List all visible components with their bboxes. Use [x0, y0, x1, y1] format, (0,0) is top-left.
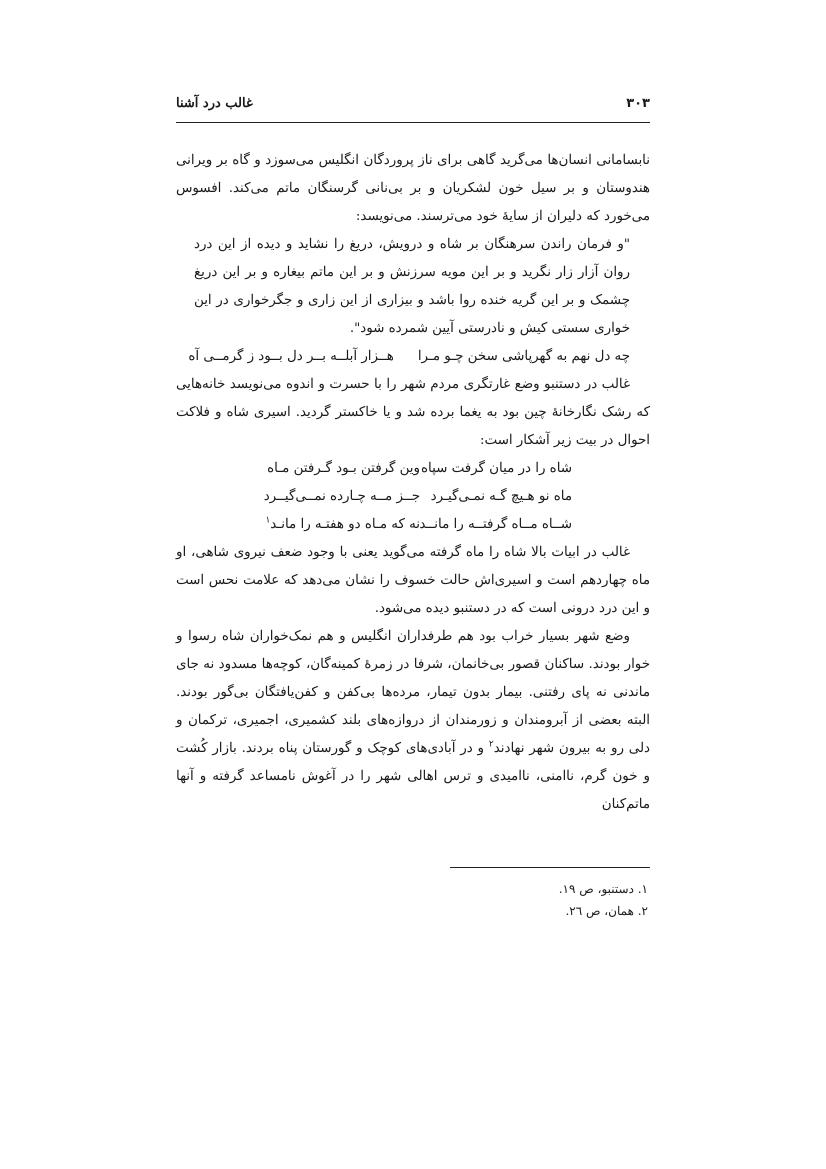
footnote-1: ۱. دستنبو، ص ۱۹. — [558, 882, 648, 896]
verse-hemistich-first: ماه نو هـیچ گـه نمـی‌گیـرد — [430, 489, 572, 504]
book-page — [176, 96, 650, 922]
paragraph-2: غالب در دستنبو وضع غارتگری مردم شهر را با حسرت و اندوه می‌نویسد خانه‌هایی که رشک نگارخانهٔ چین بود به یغما برده شد و یا خاکستر گردید. اسیری شاه و فلاکت احوال در بیت زیر آشکار است: — [176, 377, 650, 448]
body-text — [176, 147, 650, 819]
verse-row — [176, 455, 572, 483]
verse-text: نه که مـاه دو هفتـه را مانـد — [270, 517, 420, 532]
running-title: غالب درد آشنا — [176, 96, 253, 111]
verse-hemistich-second: وین گرفتن بـود گـرفتن مـاه — [267, 461, 420, 476]
verse-block — [176, 455, 650, 539]
verse-hemistich-first: شاه را در میان گرفت سپاه — [420, 461, 572, 476]
verse-hemistich-first: چه دل نهم به گهرپاشی سخن چـو مـرا — [417, 349, 630, 364]
footnote-marker: ۲ — [488, 739, 494, 750]
verse-row — [176, 511, 572, 539]
paragraph-4-text-b: و در آبادی‌های کوچک و گورستان پناه بردند. بازار کُشت و خون گرم، ناامنی، ناامیدی و ترس اهالی شهر را در آغوش نامساعد گرفته و آنها ماتم‌کنان — [176, 741, 650, 812]
verse-row — [176, 483, 572, 511]
running-head — [176, 96, 650, 123]
verse-hemistich-second: جــز مــه چـارده نمــی‌گیــرد — [263, 489, 420, 504]
quotation: "و فرمان راندن سرهنگان بر شاه و درویش، دریغ را نشاید و دیده از این درد روان آزار زار نگرید و بر این مویه سرزنش و بر این ماتم بیغاره و بر این دریغ چشمک و بر این گریه خنده روا باشد و بیزاری از این زاری و جگرخواری در این خواری سستی کیش و نادرستی آیین شمرده شود". — [194, 237, 630, 336]
paragraph-4-text-a: وضع شهر بسیار خراب بود هم طرفداران انگلیس و هم نمک‌خواران شاه رسوا و خوار بودند. ساکنان قصور بی‌خانمان، شرفا در زمرهٔ کمینه‌گان، کوچه‌ها مسدود نه جای ماندنی نه پای رفتنی. بیمار بدون تیمار، مرده‌ها بی‌کفن و کفن‌یافتگان بی‌گور بودند. البته بعضی از آبرومندان و زورمندان از دروازه‌های بلند کشمیری، اجمیری، ترکمان و دلی رو به بیرون شهر نهادند — [176, 629, 650, 756]
page-number: ۳۰۳ — [626, 96, 650, 111]
verse-hemistich-first: شــاه مــاه گرفتــه را مانــد — [419, 517, 572, 532]
paragraph-1: نابسامانی انسان‌ها می‌گرید گاهی برای ناز پروردگان انگلیس می‌سوزد و گاه بر ویرانی هندوستان و بر سیل خون لشکریان و بر بی‌نانی گرسنگان ماتم می‌کند. افسوس می‌خورد که دلیران از سایهٔ خود می‌ترسند. می‌نویسد: — [176, 153, 650, 224]
paragraph-3: غالب در ابیات بالا شاه را ماه گرفته می‌گوید یعنی با وجود ضعف نیروی شاهی، او ماه چهاردهم است و اسیری‌اش حالت خسوف را نشان می‌دهد که علامت نحس است و این درد درونی است که در دستنبو دیده می‌شود. — [176, 545, 650, 616]
paragraph-4 — [176, 623, 650, 819]
footnote-2: ۲. همان، ص ۲٦. — [565, 904, 648, 918]
verse-couplet — [176, 343, 650, 371]
verse-hemistich-second — [265, 511, 420, 539]
verse-hemistich-second: هــزار آبلــه بــر دل بــود ز گرمــی آه — [188, 349, 394, 364]
footnote-rule — [450, 867, 650, 868]
footnote-marker: ۱ — [265, 515, 271, 526]
footnotes — [176, 878, 650, 922]
